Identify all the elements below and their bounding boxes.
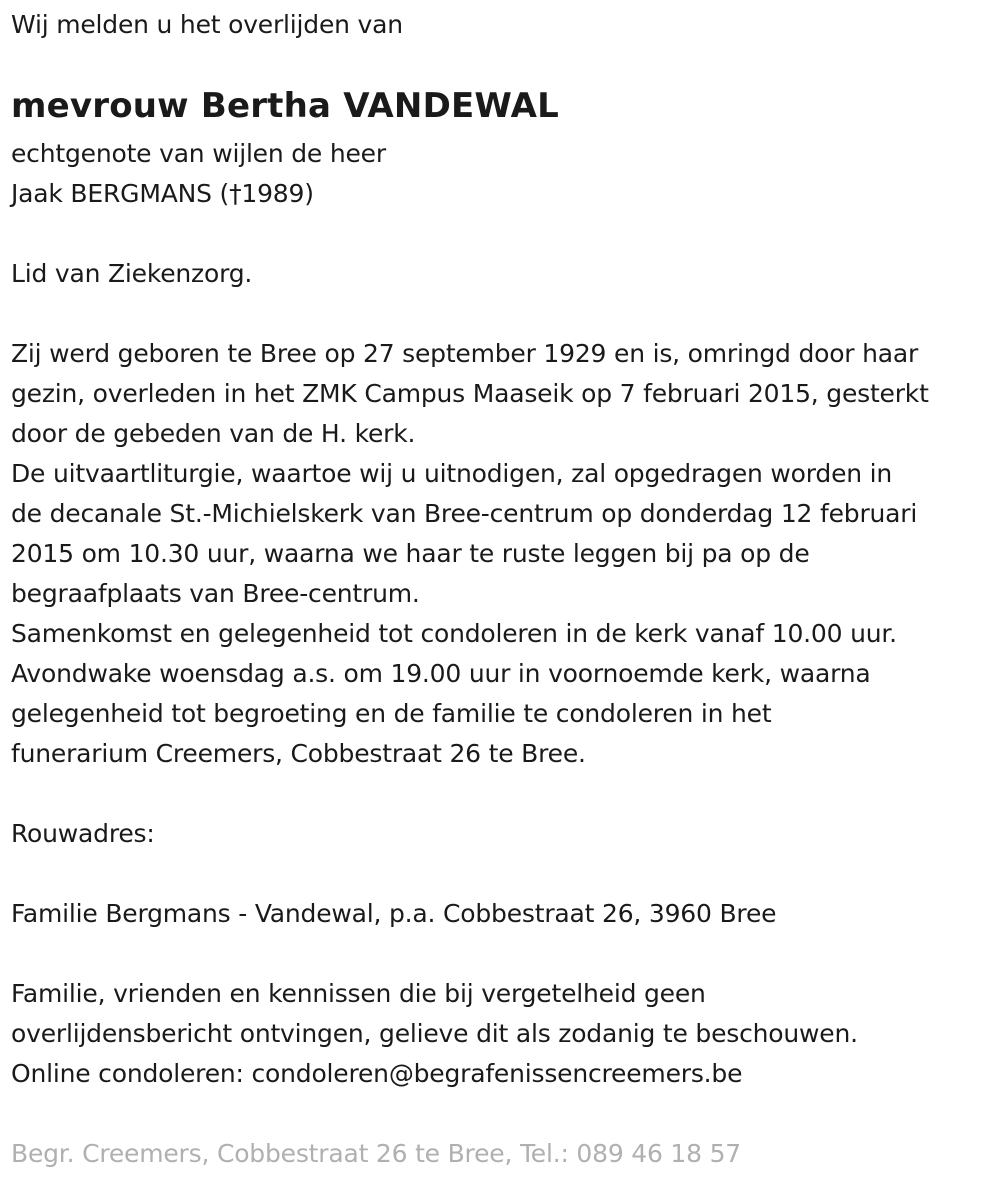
closing-line: Online condoleren: condoleren@begrafenissencreemers.be <box>11 1059 743 1088</box>
closing-line: overlijdensbericht ontvingen, gelieve dit als zodanig te beschouwen. <box>11 1019 858 1048</box>
details-line: begraafplaats van Bree-centrum. <box>11 579 420 608</box>
mourning-address-label-block <box>11 814 155 854</box>
intro-text: Wij melden u het overlijden van <box>11 10 403 39</box>
details-line: door de gebeden van de H. kerk. <box>11 419 416 448</box>
details-line: Avondwake woensdag a.s. om 19.00 uur in voornoemde kerk, waarna <box>11 659 871 688</box>
details-line: funerarium Creemers, Cobbestraat 26 te Bree. <box>11 739 586 768</box>
closing-block <box>11 974 858 1094</box>
details-line: de decanale St.-Michielskerk van Bree-centrum op donderdag 12 februari <box>11 499 918 528</box>
details-line: gezin, overleden in het ZMK Campus Maaseik op 7 februari 2015, gesterkt <box>11 379 929 408</box>
mourning-address: Familie Bergmans - Vandewal, p.a. Cobbestraat 26, 3960 Bree <box>11 899 777 928</box>
mourning-address-label: Rouwadres: <box>11 819 155 848</box>
details-line: Zij werd geboren te Bree op 27 september 1929 en is, omringd door haar <box>11 339 919 368</box>
closing-line: Familie, vrienden en kennissen die bij vergetelheid geen <box>11 979 706 1008</box>
spouse-line: Jaak BERGMANS (†1989) <box>11 179 314 208</box>
details-line: Samenkomst en gelegenheid tot condoleren in de kerk vanaf 10.00 uur. <box>11 619 897 648</box>
details-line: De uitvaartliturgie, waartoe wij u uitnodigen, zal opgedragen worden in <box>11 459 893 488</box>
details-line: 2015 om 10.30 uur, waarna we haar te ruste leggen bij pa op de <box>11 539 810 568</box>
spouse-block <box>11 134 386 214</box>
funeral-home-footer: Begr. Creemers, Cobbestraat 26 te Bree, Tel.: 089 46 18 57 <box>11 1139 742 1168</box>
deceased-name: mevrouw Bertha VANDEWAL <box>11 86 559 126</box>
details-line: gelegenheid tot begroeting en de familie te condoleren in het <box>11 699 772 728</box>
details-block <box>11 334 929 774</box>
membership-text: Lid van Ziekenzorg. <box>11 259 253 288</box>
spouse-line: echtgenote van wijlen de heer <box>11 139 386 168</box>
mourning-address-block <box>11 894 776 934</box>
membership-block <box>11 254 252 294</box>
